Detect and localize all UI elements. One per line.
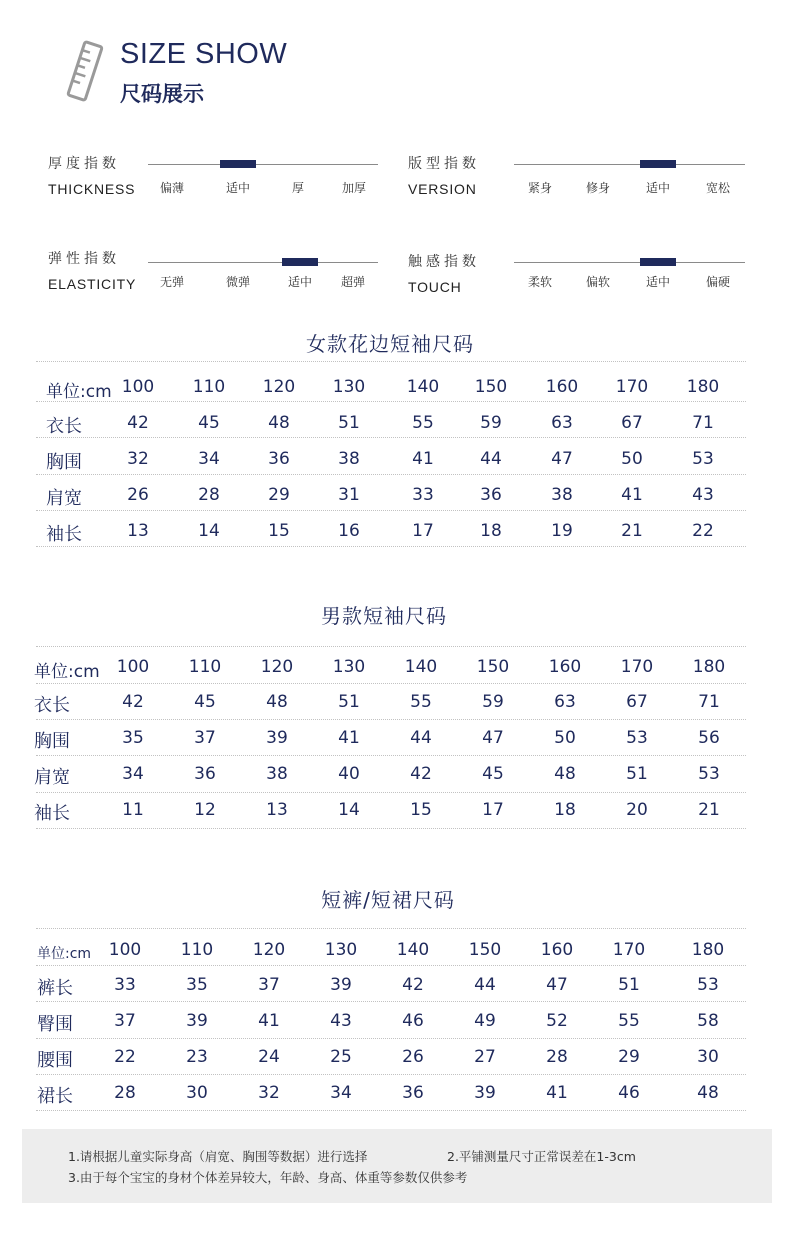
row-divider xyxy=(36,792,746,793)
table-cell: 43 xyxy=(330,1011,352,1031)
table-cell: 45 xyxy=(194,692,216,712)
table-cell: 42 xyxy=(127,413,149,433)
row-divider xyxy=(36,437,746,438)
indicator-option: 适中 xyxy=(645,275,671,289)
table-cell: 63 xyxy=(551,413,573,433)
table-cell: 71 xyxy=(698,692,720,712)
table-cell: 50 xyxy=(554,728,576,748)
table-cell: 25 xyxy=(330,1047,352,1067)
table-cell: 36 xyxy=(268,449,290,469)
table-cell: 46 xyxy=(402,1011,424,1031)
table-cell: 36 xyxy=(402,1083,424,1103)
table-cell: 51 xyxy=(618,975,640,995)
table-cell: 47 xyxy=(482,728,504,748)
row-divider xyxy=(36,928,746,929)
table-cell: 13 xyxy=(266,800,288,820)
indicator-cn-label: 版型指数 xyxy=(408,156,480,172)
table-cell: 37 xyxy=(194,728,216,748)
indicator-cn-label: 厚度指数 xyxy=(48,156,120,172)
table-cell: 67 xyxy=(626,692,648,712)
table-cell: 42 xyxy=(122,692,144,712)
row-divider xyxy=(36,510,746,511)
notes-box xyxy=(22,1129,772,1203)
row-label: 袖长 xyxy=(34,803,70,824)
table-cell: 28 xyxy=(198,485,220,505)
table-cell: 63 xyxy=(554,692,576,712)
table-cell: 38 xyxy=(551,485,573,505)
table-cell: 17 xyxy=(482,800,504,820)
row-label: 裙长 xyxy=(37,1086,73,1107)
row-divider xyxy=(36,828,746,829)
table-cell: 51 xyxy=(626,764,648,784)
row-label: 肩宽 xyxy=(46,488,82,509)
indicator-scale-line xyxy=(148,262,378,263)
table-cell: 17 xyxy=(412,521,434,541)
row-divider xyxy=(36,755,746,756)
table-cell: 58 xyxy=(697,1011,719,1031)
table-cell: 28 xyxy=(114,1083,136,1103)
indicator-option: 超弹 xyxy=(340,275,366,289)
table-cell: 41 xyxy=(412,449,434,469)
indicator-option: 适中 xyxy=(287,275,313,289)
note-3: 3.由于每个宝宝的身材个体差异较大，年龄、身高、体重等参数仅供参考 xyxy=(68,1170,468,1185)
size-header-cell: 140 xyxy=(406,377,440,397)
table-cell: 30 xyxy=(186,1083,208,1103)
table-cell: 19 xyxy=(551,521,573,541)
size-header-cell: 160 xyxy=(540,940,574,960)
indicator-cn-label: 触感指数 xyxy=(408,254,480,270)
unit-label: 单位:cm xyxy=(37,946,92,962)
size-header-cell: 170 xyxy=(615,377,649,397)
indicator-en-label: THICKNESS xyxy=(48,181,136,197)
table-cell: 22 xyxy=(692,521,714,541)
row-divider xyxy=(36,646,746,647)
indicator-selected-marker xyxy=(640,160,676,168)
table-cell: 12 xyxy=(194,800,216,820)
size-header-cell: 150 xyxy=(476,657,510,677)
size-header-cell: 100 xyxy=(121,377,155,397)
table-cell: 48 xyxy=(266,692,288,712)
table-cell: 53 xyxy=(698,764,720,784)
table-cell: 30 xyxy=(697,1047,719,1067)
size-header-cell: 160 xyxy=(548,657,582,677)
row-label: 袖长 xyxy=(46,524,82,545)
size-header-cell: 140 xyxy=(404,657,438,677)
size-header-cell: 120 xyxy=(260,657,294,677)
row-label: 臀围 xyxy=(37,1014,73,1035)
indicator-option: 紧身 xyxy=(527,181,553,195)
row-divider xyxy=(36,965,746,966)
size-header-cell: 150 xyxy=(468,940,502,960)
table-cell: 44 xyxy=(410,728,432,748)
table-cell: 51 xyxy=(338,413,360,433)
table-cell: 45 xyxy=(482,764,504,784)
indicator-option: 适中 xyxy=(225,181,251,195)
table-title: 女款花边短袖尺码 xyxy=(306,332,474,356)
size-header-cell: 110 xyxy=(180,940,214,960)
indicator-option: 柔软 xyxy=(527,275,553,289)
indicator-option: 微弹 xyxy=(225,275,251,289)
table-cell: 48 xyxy=(554,764,576,784)
table-cell: 55 xyxy=(618,1011,640,1031)
size-header-cell: 180 xyxy=(686,377,720,397)
indicator-cn-label: 弹性指数 xyxy=(48,251,120,267)
table-cell: 14 xyxy=(338,800,360,820)
table-cell: 18 xyxy=(554,800,576,820)
size-header-cell: 130 xyxy=(332,377,366,397)
table-cell: 47 xyxy=(546,975,568,995)
indicator-scale-line xyxy=(148,164,378,165)
table-cell: 22 xyxy=(114,1047,136,1067)
table-cell: 34 xyxy=(198,449,220,469)
table-cell: 52 xyxy=(546,1011,568,1031)
row-divider xyxy=(36,546,746,547)
table-cell: 15 xyxy=(410,800,432,820)
table-cell: 32 xyxy=(127,449,149,469)
size-header-cell: 100 xyxy=(116,657,150,677)
indicator-selected-marker xyxy=(220,160,256,168)
row-label: 胸围 xyxy=(34,731,70,752)
indicator-scale-line xyxy=(514,262,745,263)
unit-label: 单位:cm xyxy=(34,662,100,682)
table-cell: 71 xyxy=(692,413,714,433)
size-header-cell: 170 xyxy=(620,657,654,677)
indicator-option: 加厚 xyxy=(341,181,367,195)
table-cell: 15 xyxy=(268,521,290,541)
row-label: 腰围 xyxy=(37,1050,73,1071)
size-header-cell: 180 xyxy=(691,940,725,960)
ruler-icon xyxy=(62,40,108,102)
table-cell: 26 xyxy=(402,1047,424,1067)
table-cell: 41 xyxy=(621,485,643,505)
table-cell: 35 xyxy=(122,728,144,748)
table-cell: 27 xyxy=(474,1047,496,1067)
table-cell: 49 xyxy=(474,1011,496,1031)
table-cell: 51 xyxy=(338,692,360,712)
indicator-option: 宽松 xyxy=(705,181,731,195)
table-cell: 55 xyxy=(412,413,434,433)
table-cell: 40 xyxy=(338,764,360,784)
size-header-cell: 150 xyxy=(474,377,508,397)
row-label: 裤长 xyxy=(37,978,73,999)
page-title-cn: 尺码展示 xyxy=(120,82,204,106)
size-header-cell: 120 xyxy=(262,377,296,397)
table-cell: 28 xyxy=(546,1047,568,1067)
row-divider xyxy=(36,361,746,362)
size-header-cell: 140 xyxy=(396,940,430,960)
table-cell: 44 xyxy=(480,449,502,469)
table-cell: 59 xyxy=(482,692,504,712)
size-header-cell: 110 xyxy=(188,657,222,677)
table-cell: 42 xyxy=(410,764,432,784)
table-cell: 38 xyxy=(338,449,360,469)
row-divider xyxy=(36,1110,746,1111)
table-cell: 37 xyxy=(114,1011,136,1031)
table-cell: 13 xyxy=(127,521,149,541)
indicator-option: 无弹 xyxy=(159,275,185,289)
table-cell: 26 xyxy=(127,485,149,505)
indicator-selected-marker xyxy=(640,258,676,266)
table-cell: 44 xyxy=(474,975,496,995)
table-cell: 32 xyxy=(258,1083,280,1103)
table-cell: 33 xyxy=(412,485,434,505)
row-divider xyxy=(36,719,746,720)
page-title-en: SIZE SHOW xyxy=(120,38,288,70)
table-cell: 67 xyxy=(621,413,643,433)
table-cell: 39 xyxy=(330,975,352,995)
table-cell: 37 xyxy=(258,975,280,995)
row-divider xyxy=(36,1074,746,1075)
table-cell: 39 xyxy=(186,1011,208,1031)
table-cell: 42 xyxy=(402,975,424,995)
table-cell: 11 xyxy=(122,800,144,820)
row-divider xyxy=(36,1038,746,1039)
table-cell: 53 xyxy=(697,975,719,995)
indicator-en-label: TOUCH xyxy=(408,279,462,295)
size-header-cell: 130 xyxy=(324,940,358,960)
row-label: 胸围 xyxy=(46,452,82,473)
table-cell: 48 xyxy=(697,1083,719,1103)
table-cell: 47 xyxy=(551,449,573,469)
size-header-cell: 120 xyxy=(252,940,286,960)
table-cell: 20 xyxy=(626,800,648,820)
table-cell: 39 xyxy=(266,728,288,748)
table-cell: 21 xyxy=(621,521,643,541)
table-cell: 50 xyxy=(621,449,643,469)
table-cell: 36 xyxy=(194,764,216,784)
indicator-selected-marker xyxy=(282,258,318,266)
indicator-option: 修身 xyxy=(585,181,611,195)
table-cell: 56 xyxy=(698,728,720,748)
table-cell: 53 xyxy=(626,728,648,748)
table-cell: 35 xyxy=(186,975,208,995)
indicator-option: 偏软 xyxy=(585,275,611,289)
table-cell: 29 xyxy=(268,485,290,505)
indicator-scale-line xyxy=(514,164,745,165)
table-cell: 24 xyxy=(258,1047,280,1067)
table-cell: 41 xyxy=(338,728,360,748)
row-label: 衣长 xyxy=(34,695,70,716)
table-cell: 41 xyxy=(258,1011,280,1031)
row-label: 衣长 xyxy=(46,416,82,437)
indicator-option: 偏薄 xyxy=(159,181,185,195)
size-header-cell: 130 xyxy=(332,657,366,677)
indicator-option: 厚 xyxy=(291,181,305,195)
table-cell: 53 xyxy=(692,449,714,469)
indicator-option: 适中 xyxy=(645,181,671,195)
table-cell: 48 xyxy=(268,413,290,433)
table-cell: 34 xyxy=(330,1083,352,1103)
row-label: 肩宽 xyxy=(34,767,70,788)
table-title: 短裤/短裙尺码 xyxy=(321,888,455,912)
size-header-cell: 160 xyxy=(545,377,579,397)
table-cell: 31 xyxy=(338,485,360,505)
table-cell: 34 xyxy=(122,764,144,784)
table-cell: 41 xyxy=(546,1083,568,1103)
indicator-option: 偏硬 xyxy=(705,275,731,289)
size-header-cell: 180 xyxy=(692,657,726,677)
note-1: 1.请根据儿童实际身高（肩宽、胸围等数据）进行选择 xyxy=(68,1149,368,1164)
row-divider xyxy=(36,1001,746,1002)
indicator-en-label: VERSION xyxy=(408,181,477,197)
table-cell: 36 xyxy=(480,485,502,505)
table-cell: 45 xyxy=(198,413,220,433)
unit-label: 单位:cm xyxy=(46,382,112,402)
table-cell: 39 xyxy=(474,1083,496,1103)
table-cell: 23 xyxy=(186,1047,208,1067)
table-cell: 38 xyxy=(266,764,288,784)
table-cell: 46 xyxy=(618,1083,640,1103)
table-cell: 43 xyxy=(692,485,714,505)
note-2: 2.平铺测量尺寸正常误差在1-3cm xyxy=(447,1149,636,1164)
table-title: 男款短袖尺码 xyxy=(321,604,447,628)
size-header-cell: 110 xyxy=(192,377,226,397)
row-divider xyxy=(36,683,746,684)
table-cell: 33 xyxy=(114,975,136,995)
size-header-cell: 170 xyxy=(612,940,646,960)
table-cell: 55 xyxy=(410,692,432,712)
size-header-cell: 100 xyxy=(108,940,142,960)
table-cell: 21 xyxy=(698,800,720,820)
table-cell: 16 xyxy=(338,521,360,541)
table-cell: 14 xyxy=(198,521,220,541)
table-cell: 18 xyxy=(480,521,502,541)
indicator-en-label: ELASTICITY xyxy=(48,276,137,292)
row-divider xyxy=(36,401,746,402)
table-cell: 29 xyxy=(618,1047,640,1067)
table-cell: 59 xyxy=(480,413,502,433)
row-divider xyxy=(36,474,746,475)
